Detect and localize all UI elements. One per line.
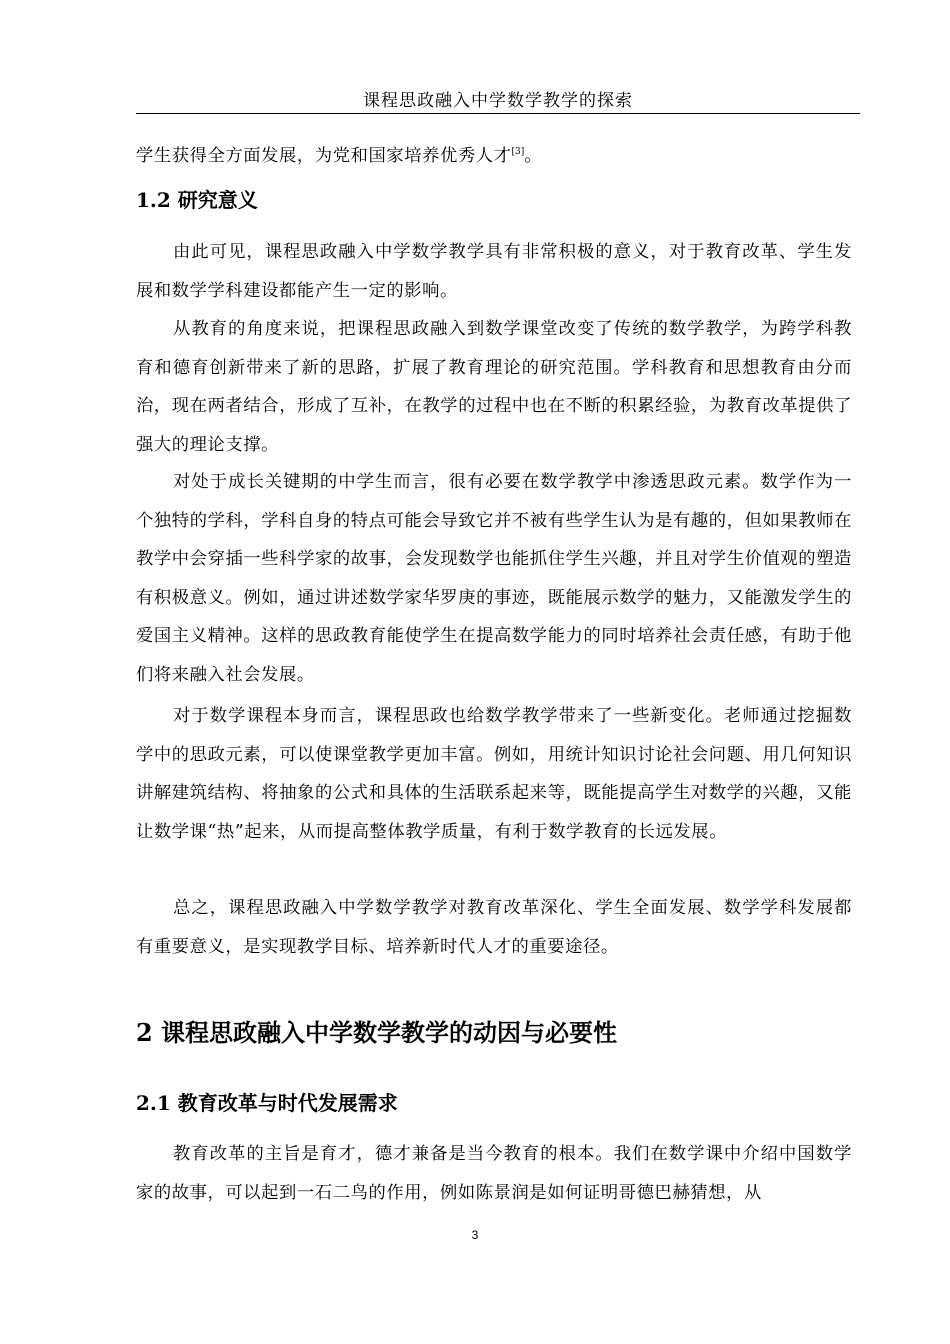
citation-3: [3] (511, 147, 525, 157)
paragraph-1-2-1: 由此可见，课程思政融入中学数学教学具有非常积极的意义，对于教育改革、学生发展和数学学科建设都能产生一定的影响。 (136, 242, 852, 301)
paragraph-2-1-1: 教育改革的主旨是育才，德才兼备是当今教育的根本。我们在数学课中介绍中国数学家的故事，可以起到一石二鸟的作用，例如陈景润是如何证明哥德巴赫猜想，从 (136, 1144, 852, 1203)
chapter-2-heading: 2 课程思政融入中学数学教学的动因与必要性 (136, 1018, 618, 1047)
paragraph-1-2-5: 总之，课程思政融入中学数学教学对教育改革深化、学生全面发展、数学学科发展都有重要意义，是实现教学目标、培养新时代人才的重要途径。 (136, 898, 852, 957)
page-number: 3 (471, 1228, 479, 1242)
paragraph-1-2-4: 对于数学课程本身而言，课程思政也给数学教学带来了一些新变化。老师通过挖掘数学中的思政元素，可以使课堂教学更加丰富。例如，用统计知识讨论社会问题、用几何知识讲解建筑结构、将抽象的公式和具体的生活联系起来等，既能提高学生对数学的兴趣，又能让数学课“热”起来，从而提高整体教学质量，有利于数学教育的长远发展。 (136, 706, 852, 842)
intro-end: 。 (524, 146, 543, 166)
running-header: 课程思政融入中学数学教学的探索 (363, 91, 633, 111)
section-1-2-heading: 1.2 研究意义 (136, 188, 258, 212)
paragraph-1-2-3: 对处于成长关键期的中学生而言，很有必要在数学教学中渗透思政元素。数学作为一个独特的学科，学科自身的特点可能会导致它并不被有些学生认为是有趣的，但如果教师在教学中会穿插一些科学家的故事，会发现数学也能抓住学生兴趣，并且对学生价值观的塑造有积极意义。例如，通过讲述数学家华罗庚的事迹，既能展示数学的魅力，又能激发学生的爱国主义精神。这样的思政教育能使学生在提高数学能力的同时培养社会责任感，有助于他们将来融入社会发展。 (136, 472, 852, 685)
section-2-1-heading: 2.1 教育改革与时代发展需求 (136, 1091, 398, 1115)
paragraph-1-2-2: 从教育的角度来说，把课程思政融入到数学课堂改变了传统的数学教学，为跨学科教育和德育创新带来了新的思路，扩展了教育理论的研究范围。学科教育和思想教育由分而治，现在两者结合，形成了互补，在教学的过程中也在不断的积累经验，为教育改革提供了强大的理论支撑。 (136, 319, 852, 455)
intro-text: 学生获得全方面发展，为党和国家培养优秀人才 (136, 146, 512, 166)
header-rule (136, 113, 860, 114)
intro-continuation (136, 133, 852, 176)
